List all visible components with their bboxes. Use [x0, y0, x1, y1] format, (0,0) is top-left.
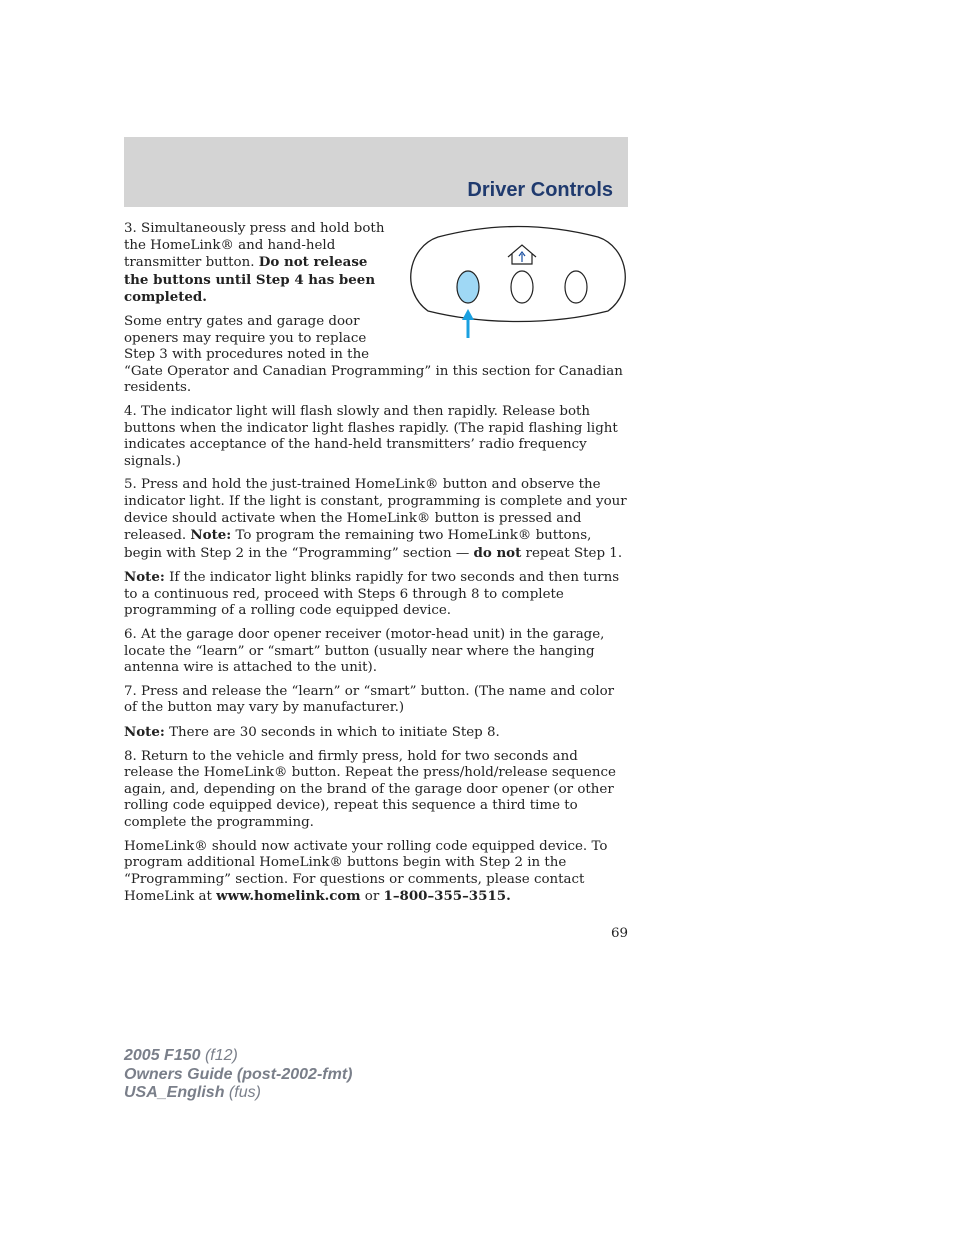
- footer-line-2: Owners Guide (post-2002-fmt): [124, 1065, 353, 1083]
- footer-line-1: 2005 F150 (f12): [124, 1047, 238, 1064]
- document-footer: [124, 1047, 352, 1103]
- footer-line-3: USA_English (fus): [124, 1084, 261, 1101]
- step-8-paragraph: 8. Return to the vehicle and firmly press, hold for two seconds and release the HomeLink® button. Repeat the press/hold/release sequence again, and, depending on the brand of the garage door opener (or other rolling code equipped device), repeat this sequence a third time to complete the programming.: [124, 748, 616, 830]
- step-6-paragraph: 6. At the garage door opener receiver (motor-head unit) in the garage, locate the “learn” or “smart” button (usually near where the hanging antenna wire is attached to the unit).: [124, 627, 605, 676]
- homelink-url: www.homelink.com: [216, 888, 361, 905]
- section-header: [124, 137, 628, 207]
- note-30-seconds: Note: There are 30 seconds in which to initiate Step 8.: [124, 724, 500, 741]
- step-3-paragraph: 3. Simultaneously press and hold both the HomeLink® and hand-held transmitter button. Do not release the buttons until Step 4 has been completed.: [124, 221, 385, 306]
- homelink-button-2: [511, 271, 533, 303]
- closing-paragraph: HomeLink® should now activate your rolling code equipped device. To program additional HomeLink® buttons begin with Step 2 in the “Programming” section. For questions or comments, please contact HomeLink at www.homelink.com or 1–800–355–3515.: [124, 838, 608, 905]
- page-body: [124, 221, 628, 913]
- homelink-phone: 1–800–355–3515.: [383, 888, 511, 905]
- step-4-paragraph: 4. The indicator light will flash slowly and then rapidly. Release both buttons when the indicator light flashes rapidly. (The rapid flashing light indicates acceptance of the hand-held transmitters’ radio frequency signals.): [124, 403, 618, 469]
- note-rolling-code: Note: If the indicator light blinks rapidly for two seconds and then turns to a continuous red, proceed with Steps 6 through 8 to complete programming of a rolling code equipped device.: [124, 569, 620, 619]
- step-5-paragraph: 5. Press and hold the just-trained HomeLink® button and observe the indicator light. If the light is constant, programming is complete and your device should activate when the HomeLink® button is pressed and released. Note: To program the remaining two HomeLink® buttons, begin with Step 2 in the “Programming” section — do not repeat Step 1.: [124, 477, 627, 561]
- page-number: 69: [610, 926, 628, 941]
- section-title: Driver Controls: [467, 179, 613, 201]
- homelink-button-1: [457, 271, 479, 303]
- step-7-paragraph: 7. Press and release the “learn” or “smart” button. (The name and color of the button may vary by manufacturer.): [124, 683, 615, 716]
- homelink-diagram: [402, 221, 634, 347]
- step-3-alt-paragraph: Some entry gates and garage door openers may require you to replace Step 3 with procedures noted in the “Gate Operator and Canadian Programming” in this section for Canadian residents.: [124, 313, 623, 396]
- homelink-button-3: [565, 271, 587, 303]
